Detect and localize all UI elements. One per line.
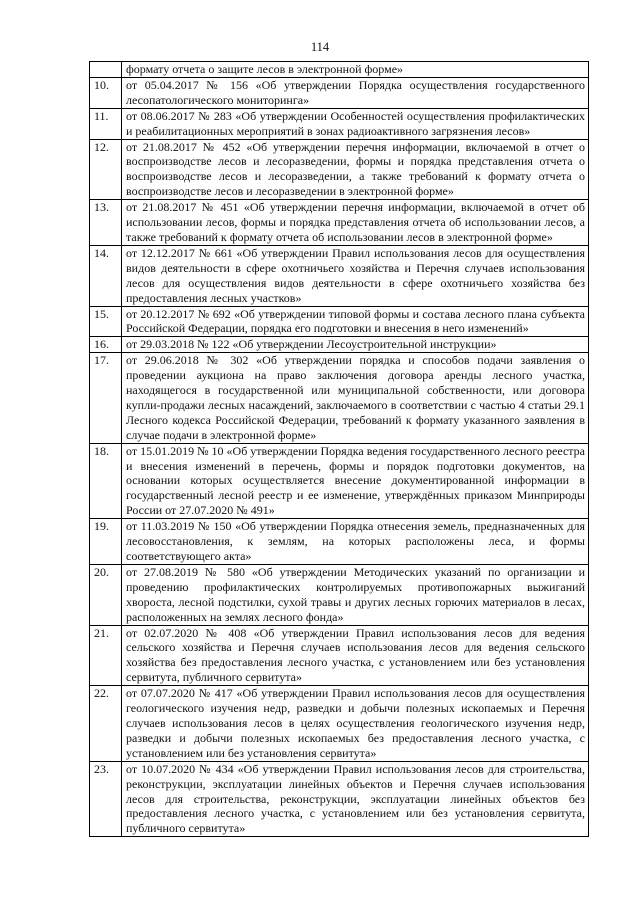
regulations-table	[89, 61, 589, 837]
row-text: от 12.12.2017 № 661 «Об утверждении Правил использования лесов для осуществления видов деятельности в сфере охотничьего хозяйства и Перечня случаев использования лесов для осуществления видов деятельности в сфере охотничьего хозяйства без предоставления лесных участков»	[122, 245, 589, 306]
row-text: от 20.12.2017 № 692 «Об утверждении типовой формы и состава лесного плана субъекта Российской Федерации, порядка его подготовки и внесения в него изменений»	[122, 306, 589, 337]
table-row	[90, 200, 589, 246]
row-number: 23.	[90, 761, 122, 837]
row-number: 20.	[90, 564, 122, 625]
table-row	[90, 306, 589, 337]
row-number: 11.	[90, 108, 122, 139]
row-number: 22.	[90, 686, 122, 762]
table-row	[90, 108, 589, 139]
table-row	[90, 686, 589, 762]
row-text: от 21.08.2017 № 451 «Об утверждении перечня информации, включаемой в отчет об использовании лесов, формы и порядка представления отчета об использовании лесов, а также требований к формату отчета об использовании лесов в электронной форме»	[122, 200, 589, 246]
row-number: 19.	[90, 519, 122, 565]
row-text: от 08.06.2017 № 283 «Об утверждении Особенностей осуществления профилактических и реабилитационных мероприятий в зонах радиоактивного загрязнения лесов»	[122, 108, 589, 139]
table-row	[90, 625, 589, 686]
row-text: от 29.06.2018 № 302 «Об утверждении порядка и способов подачи заявления о проведении аукциона на право заключения договора аренды лесного участка, находящегося в государственной или муниципальной собственности, или договора купли-продажи лесных насаждений, заключаемого в соответствии с частью 4 статьи 29.1 Лесного кодекса Российской Федерации, требований к формату указанного заявления в случае подачи в электронной форме»	[122, 353, 589, 443]
table-row	[90, 62, 589, 78]
row-text: от 21.08.2017 № 452 «Об утверждении перечня информации, включаемой в отчет о воспроизводстве лесов и лесоразведении, формы и порядка представления отчета о воспроизводстве лесов и лесоразведении, а также требований к формату отчета о воспроизводстве лесов и лесоразведении в электронной форме»	[122, 139, 589, 200]
row-text: от 27.08.2019 № 580 «Об утверждении Методических указаний по организации и проведению профилактических контролируемых противопожарных выжиганий хвороста, лесной подстилки, сухой травы и других лесных горючих материалов в лесах, расположенных на землях лесного фонда»	[122, 564, 589, 625]
row-number: 18.	[90, 443, 122, 519]
row-number: 15.	[90, 306, 122, 337]
table-row	[90, 564, 589, 625]
page-number: 114	[310, 40, 330, 54]
row-number: 14.	[90, 245, 122, 306]
row-number: 16.	[90, 337, 122, 353]
row-number: 13.	[90, 200, 122, 246]
row-number: 12.	[90, 139, 122, 200]
row-text: от 11.03.2019 № 150 «Об утверждении Порядка отнесения земель, предназначенных для лесовосстановления, к землям, на которых расположены леса, и формы соответствующего акта»	[122, 519, 589, 565]
row-text: от 02.07.2020 № 408 «Об утверждении Правил использования лесов для ведения сельского хозяйства и Перечня случаев использования лесов для ведения сельского хозяйства без предоставления лесного участка, с установлением или без установления сервитута, публичного сервитута»	[122, 625, 589, 686]
table-row	[90, 77, 589, 108]
table-row	[90, 443, 589, 519]
table-row	[90, 245, 589, 306]
row-text: от 29.03.2018 № 122 «Об утверждении Лесоустроительной инструкции»	[122, 337, 589, 353]
table-row	[90, 761, 589, 837]
table-row	[90, 337, 589, 353]
table-row	[90, 353, 589, 443]
table-row	[90, 139, 589, 200]
row-text: от 05.04.2017 № 156 «Об утверждении Порядка осуществления государственного лесопатологического мониторинга»	[122, 77, 589, 108]
row-text: от 10.07.2020 № 434 «Об утверждении Правил использования лесов для строительства, реконструкции, эксплуатации линейных объектов и Перечня случаев использования лесов для строительства, реконструкции, эксплуатации линейных объектов без предоставления лесного участка, с установлением или без установления сервитута, публичного сервитута»	[122, 761, 589, 837]
row-text: от 07.07.2020 № 417 «Об утверждении Правил использования лесов для осуществления геологического изучения недр, разведки и добычи полезных ископаемых и Перечня случаев использования лесов в целях осуществления геологического изучения недр, разведки и добычи полезных ископаемых без предоставления лесного участка, с установлением или без установления сервитута»	[122, 686, 589, 762]
row-text: от 15.01.2019 № 10 «Об утверждении Порядка ведения государственного лесного реестра и внесения изменений в перечень, формы и порядок подготовки документов, на основании которых осуществляется внесение документированной информации в государственный лесной реестр и ее изменение, утверждённых приказом Минприроды России от 27.07.2020 № 491»	[122, 443, 589, 519]
row-number: 10.	[90, 77, 122, 108]
row-text: формату отчета о защите лесов в электронной форме»	[122, 62, 589, 78]
row-number: 21.	[90, 625, 122, 686]
row-number	[90, 62, 122, 78]
table-row	[90, 519, 589, 565]
row-number: 17.	[90, 353, 122, 443]
